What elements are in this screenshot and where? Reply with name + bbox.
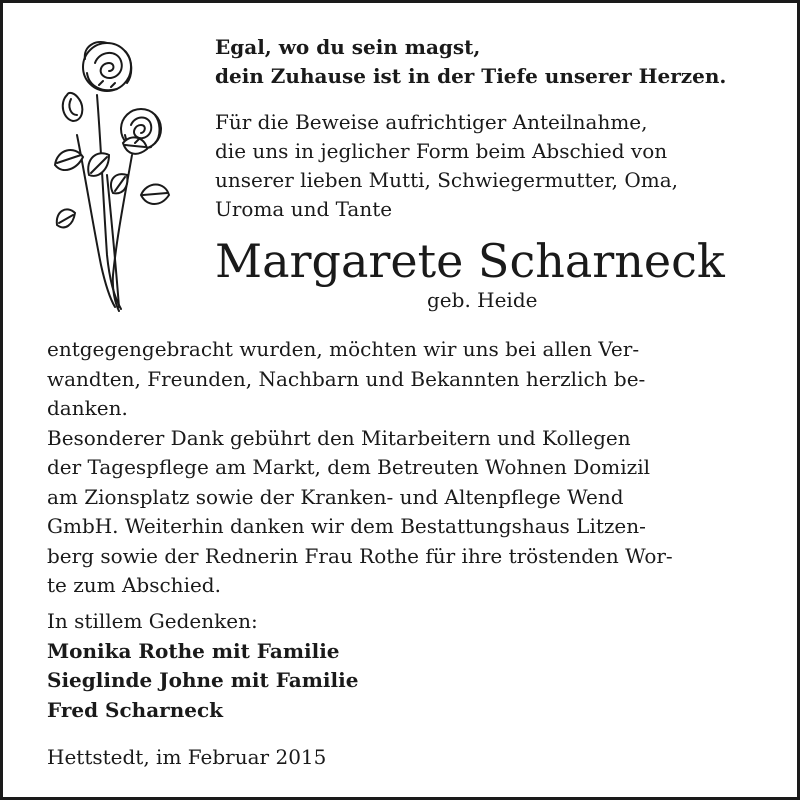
body-line: GmbH. Weiterhin danken wir dem Bestattungshaus Litzen- [47,514,646,538]
memory-section [47,607,747,725]
intro-line: unserer lieben Mutti, Schwiegermutter, Oma, [215,168,679,192]
mourner-name: Sieglinde Johne mit Familie [47,668,359,692]
body-line: entgegengebracht wurden, möchten wir uns bei allen Ver- [47,337,640,361]
intro-line: Für die Beweise aufrichtiger Anteilnahme, [215,110,648,134]
motto-line: Egal, wo du sein magst, [215,35,481,59]
intro-paragraph [215,108,755,224]
mourner-name: Fred Scharneck [47,697,224,722]
body-line: berg sowie der Rednerin Frau Rothe für ihre tröstenden Wor- [47,543,673,568]
motto [215,33,775,91]
place-date: Hettstedt, im Februar 2015 [47,745,327,769]
intro-line: Uroma und Tante [215,197,393,221]
thanks-paragraph [47,335,763,601]
birth-name: geb. Heide [427,288,538,312]
memory-heading: In stillem Gedenken: [47,609,258,633]
intro-line: die uns in jeglicher Form beim Abschied von [215,139,668,163]
body-line: Besonderer Dank gebührt den Mitarbeitern und Kollegen [47,425,631,450]
motto-line: dein Zuhause ist in der Tiefe unserer Herzen. [215,64,727,88]
deceased-name: Margarete Scharneck [215,234,725,288]
body-line: wandten, Freunden, Nachbarn und Bekannten herzlich be- [47,366,646,391]
body-line: danken. [47,396,128,420]
mourner-name: Monika Rothe mit Familie [47,638,340,663]
body-line: am Zionsplatz sowie der Kranken- und Altenpflege Wend [47,484,624,509]
body-line: te zum Abschied. [47,573,221,597]
rose-bouquet-icon [37,25,187,315]
body-line: der Tagespflege am Markt, dem Betreuten Wohnen Domizil [47,455,650,479]
